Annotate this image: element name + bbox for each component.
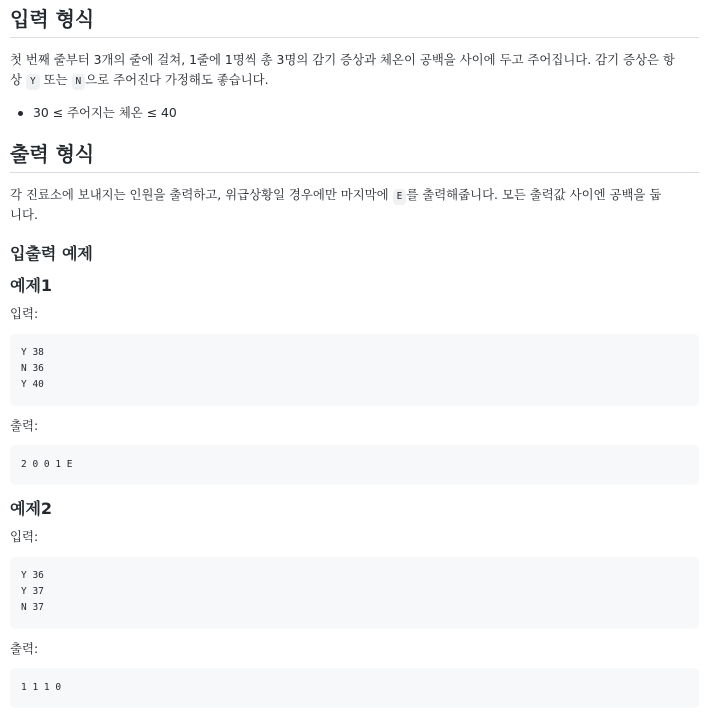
bullet-dot — [18, 111, 23, 116]
example2-output-code: 1 1 1 0 — [21, 682, 62, 693]
inline-code-n: N — [72, 74, 86, 90]
example1-output-code: 2 0 0 1 E — [21, 459, 73, 470]
inline-code-y: Y — [26, 74, 40, 90]
input-heading-divider — [10, 37, 699, 38]
example1-input-code: Y 38 N 36 Y 40 — [21, 347, 44, 390]
inline-code-e: E — [393, 189, 407, 205]
input-format-description — [10, 50, 699, 90]
examples-heading: 입출력 예제 — [10, 244, 93, 263]
example2-input-code: Y 36 Y 37 N 37 — [21, 570, 44, 613]
example1-output-block — [10, 445, 699, 485]
output-desc-line1: 각 진료소에 보내지는 인원을 출력하고, 위급상황일 경우에만 마지막에 E 를 출력해줍니다. 모든 출력값 사이엔 공백을 둡 — [10, 185, 699, 205]
example2-title: 예제2 — [10, 499, 53, 518]
input-format-heading: 입력 형식 — [10, 7, 95, 31]
example2-output-label: 출력: — [10, 641, 39, 656]
example1-input-block — [10, 334, 699, 406]
output-heading-divider — [10, 172, 699, 173]
example1-input-label: 입력: — [10, 306, 39, 321]
example1-output-label: 출력: — [10, 418, 39, 433]
example2-input-block — [10, 557, 699, 629]
example1-title: 예제1 — [10, 276, 53, 295]
example2-input-label: 입력: — [10, 529, 39, 544]
output-format-heading: 출력 형식 — [10, 142, 95, 166]
output-format-description — [10, 185, 699, 225]
input-constraint-item: 30 ≤ 주어지는 체온 ≤ 40 — [18, 104, 177, 122]
input-desc-line2: 상 Y 또는 N 으로 주어진다 가정해도 좋습니다. — [10, 70, 699, 90]
input-desc-line1: 첫 번째 줄부터 3개의 줄에 걸쳐, 1줄에 1명씩 총 3명의 감기 증상과 체온이 공백을 사이에 두고 주어집니다. 감기 증상은 항 — [10, 52, 675, 67]
output-desc-line2: 니다. — [10, 207, 38, 222]
example2-output-block — [10, 668, 699, 708]
